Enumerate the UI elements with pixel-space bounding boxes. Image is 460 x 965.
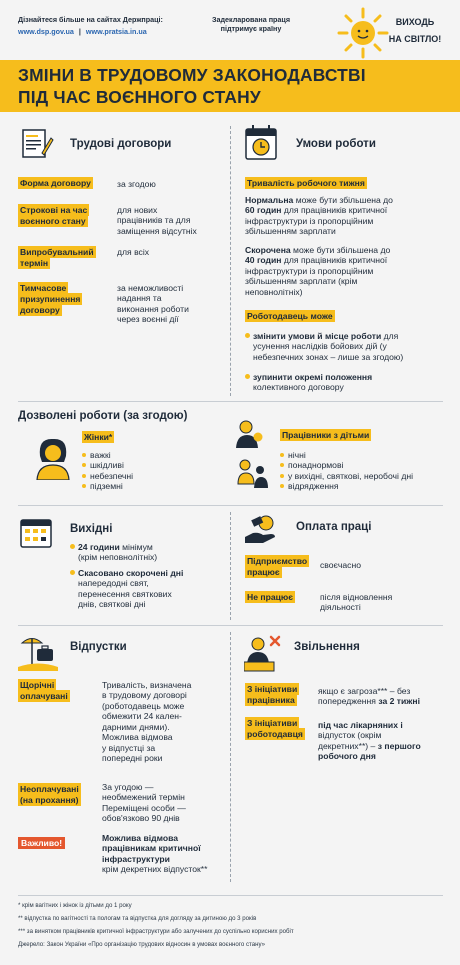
pay-row-value: після відновлення діяльності [320,592,393,613]
learn-more-text: Дізнайтеся більше на сайтах Держпраці: [18,15,163,24]
header [18,14,443,52]
employer-can-label [245,311,335,321]
parent-child-icon [234,418,272,494]
conditions-title: Умови роботи [296,138,376,150]
site-link-dsp[interactable]: www.dsp.gov.ua [18,27,74,36]
section-divider [18,505,443,506]
contract-row-label: Випробувальний [20,247,94,257]
weekend-bullet-1: 24 години мінімум (крім неповнолітніх) [70,542,157,563]
dismissal-icon [244,634,284,672]
sun-icon [336,6,390,60]
vacation-row-unpaid [18,784,81,806]
declared-slogan [206,16,296,34]
contract-row-label: призупинення [20,294,81,305]
important-badge-text: Важливо! [18,837,65,849]
contract-row-value: для всіх [117,247,150,257]
contract-row-suspension [18,283,82,317]
contract-row-probation [18,247,96,269]
contract-row-value: за згодою [117,179,156,189]
parents-label [280,430,371,440]
women-work-list [82,450,133,492]
vacation-row-label: оплачувані [20,691,68,702]
parents-label-text: Працівники з дітьми [282,430,370,440]
column-divider [230,632,231,882]
vacation-row-annual [18,680,70,702]
vacation-row-label: Щорічні [20,680,55,690]
list-item: важкі [82,450,133,460]
site-links [18,28,147,37]
parents-work-list [280,450,413,492]
pay-title: Оплата праці [296,521,372,533]
employer-bullet-1: змінити умови й місце роботи для усунення наслідків бойових дій (у небезпечних зонах – лише за згодою) [245,331,450,362]
list-item: небезпечні [82,471,133,481]
section-divider [18,401,443,402]
vacation-row-label: (на прохання) [20,795,79,806]
dismissal-row-employee [245,684,299,706]
contract-row-value: для нових працівників та для заміщення відсутніх [117,205,197,236]
pay-row-working [245,556,309,578]
vacation-row-value: Тривалість, визначена в трудовому договорі (роботодавець може обмежити 24 кален- дарними днями). Можлива відмова у відпустці за попередні роки [102,680,192,764]
list-item: шкідливі [82,460,133,470]
important-badge [18,838,65,848]
normal-hours-text: Нормальна може бути збільшена до 60 годин для працівників критичної інфраструктури із пропорційним збільшенням зарплати [245,195,393,237]
work-week-label-text: Тривалість робочого тижня [247,178,365,188]
dismissal-row-employer [245,718,305,740]
vacation-title: Відпустки [70,641,127,653]
dismissal-row-value: якщо є загроза*** – без попередження за 2 тижні [318,686,420,707]
pay-row-value: своєчасно [320,560,362,570]
dismissal-title: Звільнення [294,641,360,653]
vacation-icon [18,633,58,671]
declared-line1: Задекларована праця [211,15,291,24]
section-divider [18,625,443,626]
women-label-text: Жінки* [84,432,113,442]
dismissal-row-label: З ініціативи [247,684,298,694]
list-item: понаднормові [280,460,413,470]
campaign-line1: ВИХОДЬ [395,17,435,27]
allowed-title: Дозволені роботи (за згодою) [18,410,188,422]
column-divider [230,512,231,620]
contract-icon [20,128,54,160]
footnote-1: * крім вагітних і жінок із дітьми до 1 року [18,902,132,909]
list-item: нічні [280,450,413,460]
contract-row-fixed-term [18,205,106,227]
title-banner [0,60,460,112]
pay-row-label: Не працює [247,592,293,602]
calendar-clock-icon [244,124,280,162]
footnote-3: *** за винятком працівників критичної інфраструктури або залучених до суспільно корисних робіт [18,928,294,935]
employer-bullet-2: зупинити окремі положення колективного договору [245,372,450,393]
contract-row-label: Строкові на час [20,205,88,215]
pay-row-label: працює [247,567,280,578]
weekends-title: Вихідні [70,523,113,535]
dismissal-row-label: працівника [247,695,295,706]
list-item: підземні [82,481,133,491]
weekend-bullet-2: Скасовано скорочені дні напередодні свят, перенесення святкових днів, святкові дні [70,568,183,610]
employer-can-text: Роботодавець може [247,311,333,321]
contract-row-label: Форма договору [20,178,91,188]
contract-row-form [18,178,93,188]
declared-line2: підтримує країну [220,23,282,33]
short-hours-text: Скорочена може бути збільшена до 40 годин для працівників критичної інфраструктури із пропорційним збільшенням зарплати (крім неповнолітніх) [245,245,391,297]
contract-row-label: договору [20,305,60,316]
dismissal-row-label: роботодавця [247,729,303,740]
vacation-row-value: За угодою — необмежений термін Переміщені особи — обов'язково 90 днів [102,782,186,824]
vacation-row-label: Неоплачувані [20,784,79,794]
site-link-pratsia[interactable]: www.pratsia.in.ua [85,27,147,36]
payment-hand-icon [244,513,278,547]
page-title-line2: ПІД ЧАС ВОЄННОГО СТАНУ [18,87,261,107]
dismissal-row-value: під час лікарняних і відпусток (окрім декретних**) – з першого робочого дня [318,720,421,762]
section-divider [18,895,443,896]
contract-row-label: воєнного стану [20,216,86,227]
contract-row-label: Тимчасове [20,283,67,293]
source-note: Джерело: Закон України «Про організацію трудових відносин в умовах воєнного стану» [18,941,265,948]
contract-row-label: термін [20,258,49,269]
campaign-line2: НА СВІТЛО! [388,33,442,44]
page-title-line1: ЗМІНИ В ТРУДОВОМУ ЗАКОНОДАВСТВІ [18,65,366,85]
woman-icon [34,436,72,480]
pay-row-not-working [245,592,295,602]
pay-row-label: Підприємство [247,556,308,566]
contract-row-value: за неможливості надання та виконання роботи через воєнні дії [117,283,189,325]
women-label [82,432,114,442]
list-item: у вихідні, святкові, неробочі дні [280,471,413,481]
footnote-2: ** відпустка по вагітності та пологам та відпустка для догляду за дитиною до 3 років [18,915,257,922]
contracts-title: Трудові договори [70,138,172,150]
list-item: відрядження [280,481,413,491]
campaign-label [384,14,446,47]
column-divider [230,126,231,396]
link-separator: | [78,27,81,36]
important-text: Можлива відмова працівникам критичної інфраструктури крім декретних відпусток** [102,833,208,875]
calendar-icon [20,516,52,548]
work-week-label [245,178,367,188]
dismissal-row-label: З ініціативи [247,718,298,728]
